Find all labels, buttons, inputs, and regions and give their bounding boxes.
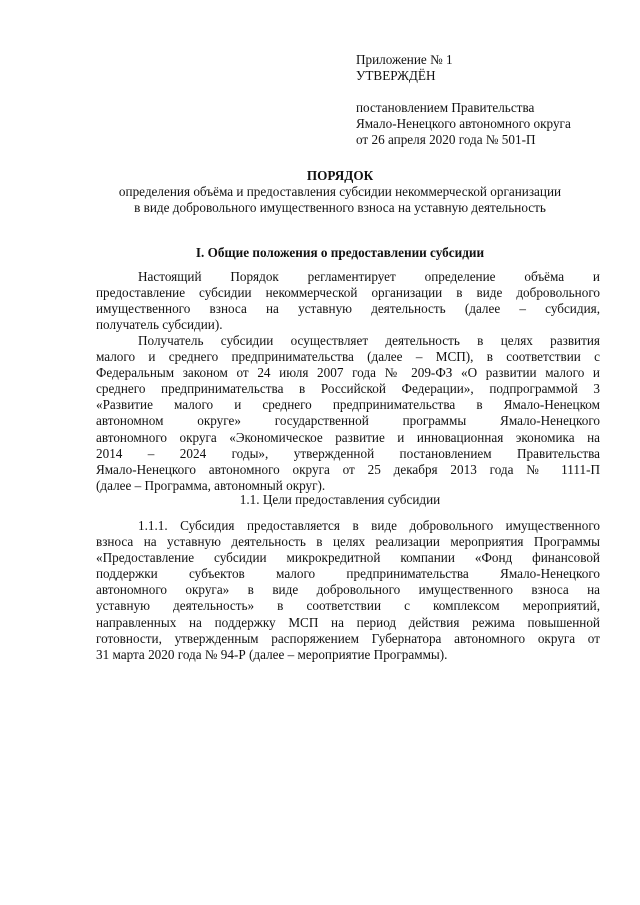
paragraph-line: среднего предпринимательства в Российской Федерации», подпрограммой 3 xyxy=(96,381,600,397)
paragraph xyxy=(96,269,600,333)
paragraph-line: направленных на поддержку МСП на период действия режима повышенной xyxy=(96,614,600,630)
paragraph xyxy=(96,518,600,663)
paragraph-line: (далее – Программа, автономный округ). xyxy=(96,477,326,493)
approved-by-line: от 26 апреля 2020 года № 501-П xyxy=(356,132,536,147)
paragraph-line: 1.1.1. Субсидия предоставляется в виде добровольного имущественного xyxy=(138,518,600,533)
subsection-heading: 1.1. Цели предоставления субсидии xyxy=(239,492,441,507)
paragraph-line: взноса на уставную деятельность в целях реализации мероприятия Программы xyxy=(96,534,600,550)
paragraph-line: «Развитие малого и среднего предпринимательства в Ямало-Ненецком xyxy=(96,397,600,413)
paragraph-line: Получатель субсидии осуществляет деятельность в целях развития xyxy=(138,333,600,348)
approved-by-line: Ямало-Ненецкого автономного округа xyxy=(356,116,571,131)
approved-by-line: постановлением Правительства xyxy=(356,100,535,115)
approved-label: УТВЕРЖДЁН xyxy=(356,68,436,83)
paragraph-line: автономного округа» в виде добровольного имущественного взноса на xyxy=(96,582,600,598)
appendix-block xyxy=(356,52,626,148)
paragraph-line: Ямало-Ненецкого автономного округа от 25 декабря 2013 года № 1111-П xyxy=(96,461,600,477)
paragraph-line: Федеральным законом от 24 июля 2007 года № 209-ФЗ «О развитии малого и xyxy=(96,365,600,381)
paragraph-line: получатель субсидии). xyxy=(96,317,223,333)
document-title: ПОРЯДОК xyxy=(306,168,374,183)
paragraph-line: Настоящий Порядок регламентирует определение объёма и xyxy=(138,269,600,284)
appendix-number: Приложение № 1 xyxy=(356,52,453,67)
paragraph-line: уставную деятельность» в соответствии с комплексом мероприятий, xyxy=(96,598,600,614)
paragraph xyxy=(96,333,600,494)
paragraph-line: предоставление субсидии некоммерческой организации в виде добровольного xyxy=(96,285,600,301)
paragraph-line: автономном округе» государственной программы Ямало-Ненецкого xyxy=(96,413,600,429)
section-heading: I. Общие положения о предоставлении субсидии xyxy=(195,245,485,260)
paragraph-line: имущественного взноса на уставную деятельность (далее – субсидия, xyxy=(96,301,600,317)
paragraph-line: готовности, утвержденным распоряжением Губернатора автономного округа от xyxy=(96,630,600,646)
document-subtitle-line: определения объёма и предоставления субсидии некоммерческой организации xyxy=(118,184,562,199)
paragraph-line: 2014 – 2024 годы», утвержденной постановлением Правительства xyxy=(96,445,600,461)
paragraph-line: 31 марта 2020 года № 94-Р (далее – мероприятие Программы). xyxy=(96,646,448,662)
paragraph-line: автономного округа «Экономическое развитие и инновационная экономика на xyxy=(96,429,600,445)
paragraph-line: поддержки субъектов малого предпринимательства Ямало-Ненецкого xyxy=(96,566,600,582)
paragraph-line: малого и среднего предпринимательства (далее – МСП), в соответствии с xyxy=(96,349,600,365)
document-title-block xyxy=(70,168,610,216)
spacer xyxy=(356,84,626,100)
document-subtitle-line: в виде добровольного имущественного взноса на уставную деятельность xyxy=(134,200,546,215)
paragraph-line: «Предоставление субсидии микрокредитной компании «Фонд финансовой xyxy=(96,550,600,566)
